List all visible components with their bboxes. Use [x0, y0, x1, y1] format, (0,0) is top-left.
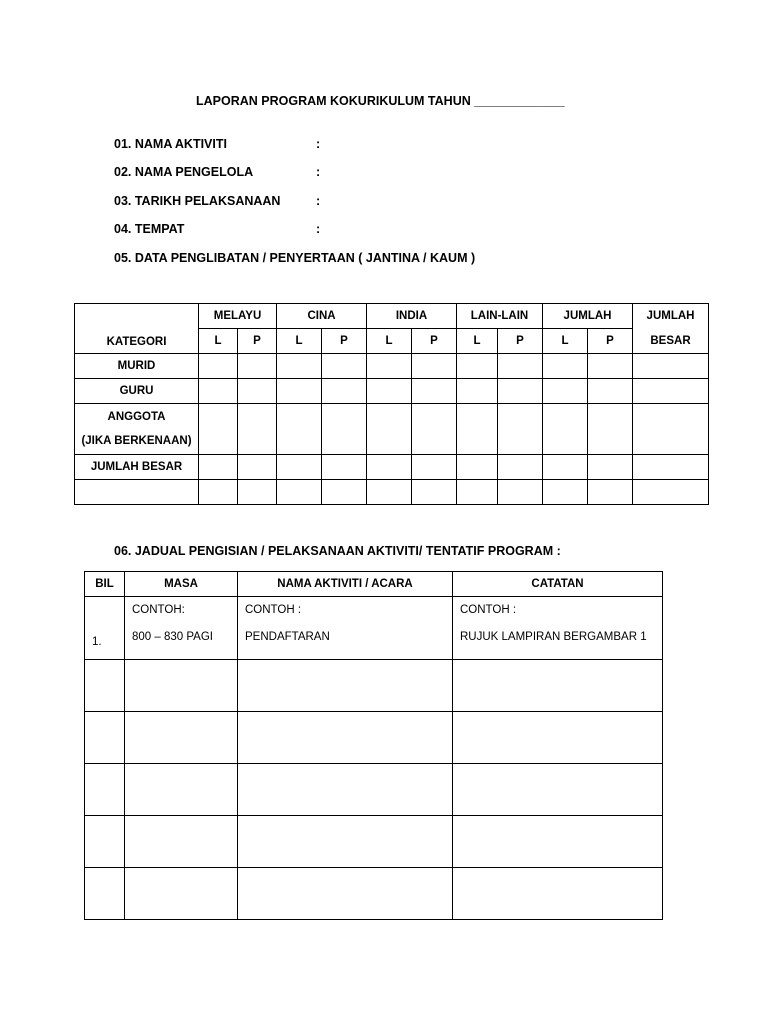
- schedule-cell[interactable]: [125, 764, 238, 816]
- sub-header-p: P: [412, 329, 457, 354]
- data-cell[interactable]: [633, 379, 709, 404]
- data-cell[interactable]: [543, 404, 588, 455]
- data-cell[interactable]: [277, 354, 322, 379]
- data-cell[interactable]: [412, 379, 457, 404]
- data-cell[interactable]: [498, 354, 543, 379]
- sub-header-p: P: [322, 329, 367, 354]
- data-cell[interactable]: [367, 379, 412, 404]
- data-cell[interactable]: [412, 354, 457, 379]
- data-cell[interactable]: [367, 455, 412, 480]
- row-label-anggota-line2: (JIKA BERKENAAN): [81, 435, 192, 447]
- schedule-cell[interactable]: [238, 816, 453, 868]
- data-cell[interactable]: [277, 379, 322, 404]
- row-label-jumlah-besar: JUMLAH BESAR: [75, 455, 199, 480]
- field-colon: :: [316, 194, 321, 208]
- data-cell[interactable]: [322, 354, 367, 379]
- data-cell[interactable]: [588, 379, 633, 404]
- data-cell[interactable]: [588, 480, 633, 505]
- sub-header-l: L: [277, 329, 322, 354]
- data-cell[interactable]: [588, 354, 633, 379]
- kategori-header: KATEGORI: [75, 304, 199, 354]
- row-label-guru: GURU: [75, 379, 199, 404]
- data-cell[interactable]: [322, 404, 367, 455]
- field-colon: :: [316, 137, 321, 151]
- data-cell[interactable]: [277, 404, 322, 455]
- header-masa: MASA: [125, 572, 238, 597]
- data-cell[interactable]: [322, 455, 367, 480]
- example-masa-label: CONTOH:: [132, 604, 185, 616]
- example-acara-value: PENDAFTARAN: [245, 631, 330, 643]
- example-catatan-label: CONTOH :: [460, 604, 517, 616]
- schedule-cell[interactable]: [453, 712, 663, 764]
- schedule-cell[interactable]: [453, 660, 663, 712]
- data-cell[interactable]: [588, 404, 633, 455]
- data-cell[interactable]: [498, 379, 543, 404]
- data-cell[interactable]: [588, 455, 633, 480]
- sub-header-l: L: [367, 329, 412, 354]
- row-label-murid: MURID: [75, 354, 199, 379]
- row-label-anggota: [75, 404, 199, 455]
- data-cell[interactable]: [322, 480, 367, 505]
- data-cell[interactable]: [457, 455, 498, 480]
- group-header-lain-lain: LAIN-LAIN: [457, 304, 543, 329]
- data-cell[interactable]: [457, 480, 498, 505]
- example-masa-value: 800 – 830 PAGI: [132, 631, 213, 643]
- data-cell[interactable]: [199, 354, 238, 379]
- participation-table: [74, 303, 709, 505]
- data-cell[interactable]: [543, 379, 588, 404]
- field-tempat: 04. TEMPAT: [114, 222, 185, 236]
- schedule-cell[interactable]: [125, 816, 238, 868]
- data-cell[interactable]: [498, 455, 543, 480]
- group-header-melayu: MELAYU: [199, 304, 277, 329]
- data-cell[interactable]: [277, 455, 322, 480]
- data-cell[interactable]: [367, 404, 412, 455]
- sub-header-p: P: [588, 329, 633, 354]
- sub-header-l: L: [199, 329, 238, 354]
- schedule-cell[interactable]: [453, 868, 663, 920]
- group-header-jumlah: JUMLAH: [543, 304, 633, 329]
- data-cell[interactable]: [199, 480, 238, 505]
- sub-header-p: P: [498, 329, 543, 354]
- row-label-empty: [75, 480, 199, 505]
- group-header-cina: CINA: [277, 304, 367, 329]
- field-tarikh-pelaksanaan: 03. TARIKH PELAKSANAAN: [114, 194, 281, 208]
- data-cell[interactable]: [412, 404, 457, 455]
- data-cell[interactable]: [322, 379, 367, 404]
- data-cell[interactable]: [238, 480, 277, 505]
- data-cell[interactable]: [367, 480, 412, 505]
- field-colon: :: [316, 165, 321, 179]
- sub-header-p: P: [238, 329, 277, 354]
- data-cell[interactable]: [633, 404, 709, 455]
- data-cell[interactable]: [238, 404, 277, 455]
- example-acara-label: CONTOH :: [245, 604, 302, 616]
- sub-header-l: L: [457, 329, 498, 354]
- data-cell[interactable]: [633, 480, 709, 505]
- data-cell[interactable]: [457, 354, 498, 379]
- field-colon: :: [316, 222, 321, 236]
- group-header-india: INDIA: [367, 304, 457, 329]
- data-cell[interactable]: [457, 379, 498, 404]
- jumlah-besar-header-bottom: BESAR: [633, 329, 709, 354]
- schedule-cell[interactable]: [453, 764, 663, 816]
- schedule-cell[interactable]: [238, 712, 453, 764]
- data-cell[interactable]: [633, 455, 709, 480]
- example-masa: [125, 597, 238, 660]
- data-cell[interactable]: [498, 404, 543, 455]
- schedule-table: [84, 571, 663, 920]
- data-cell[interactable]: [543, 354, 588, 379]
- schedule-cell[interactable]: [238, 660, 453, 712]
- data-cell[interactable]: [367, 354, 412, 379]
- section-5-heading: 05. DATA PENGLIBATAN / PENYERTAAN ( JANTINA / KAUM ): [114, 251, 476, 265]
- row-label-anggota-line1: ANGGOTA: [107, 411, 166, 423]
- data-cell[interactable]: [498, 480, 543, 505]
- example-catatan: [453, 597, 663, 660]
- schedule-cell[interactable]: [85, 712, 125, 764]
- header-catatan: CATATAN: [453, 572, 663, 597]
- schedule-cell[interactable]: [238, 764, 453, 816]
- schedule-cell[interactable]: [125, 712, 238, 764]
- schedule-cell[interactable]: [453, 816, 663, 868]
- schedule-cell[interactable]: [85, 816, 125, 868]
- header-nama-aktiviti: NAMA AKTIVITI / ACARA: [238, 572, 453, 597]
- schedule-cell[interactable]: [85, 660, 125, 712]
- schedule-cell[interactable]: [85, 764, 125, 816]
- field-nama-aktiviti: 01. NAMA AKTIVITI: [114, 137, 227, 151]
- data-cell[interactable]: [457, 404, 498, 455]
- sub-header-l: L: [543, 329, 588, 354]
- data-cell[interactable]: [238, 455, 277, 480]
- schedule-cell[interactable]: [125, 660, 238, 712]
- field-nama-pengelola: 02. NAMA PENGELOLA: [114, 165, 254, 179]
- data-cell[interactable]: [199, 455, 238, 480]
- data-cell[interactable]: [277, 480, 322, 505]
- schedule-cell[interactable]: [85, 868, 125, 920]
- example-bil: 1.: [85, 597, 125, 660]
- data-cell[interactable]: [238, 354, 277, 379]
- data-cell[interactable]: [412, 455, 457, 480]
- example-catatan-value: RUJUK LAMPIRAN BERGAMBAR 1: [460, 631, 647, 643]
- schedule-cell[interactable]: [238, 868, 453, 920]
- example-acara: [238, 597, 453, 660]
- data-cell[interactable]: [543, 455, 588, 480]
- data-cell[interactable]: [238, 379, 277, 404]
- jumlah-besar-header-top: JUMLAH: [633, 304, 709, 329]
- data-cell[interactable]: [543, 480, 588, 505]
- schedule-cell[interactable]: [125, 868, 238, 920]
- section-6-heading: 06. JADUAL PENGISIAN / PELAKSANAAN AKTIVITI/ TENTATIF PROGRAM :: [114, 544, 561, 558]
- data-cell[interactable]: [199, 404, 238, 455]
- data-cell[interactable]: [633, 354, 709, 379]
- data-cell[interactable]: [199, 379, 238, 404]
- data-cell[interactable]: [412, 480, 457, 505]
- header-bil: BIL: [85, 572, 125, 597]
- report-title: LAPORAN PROGRAM KOKURIKULUM TAHUN _____________: [196, 94, 565, 108]
